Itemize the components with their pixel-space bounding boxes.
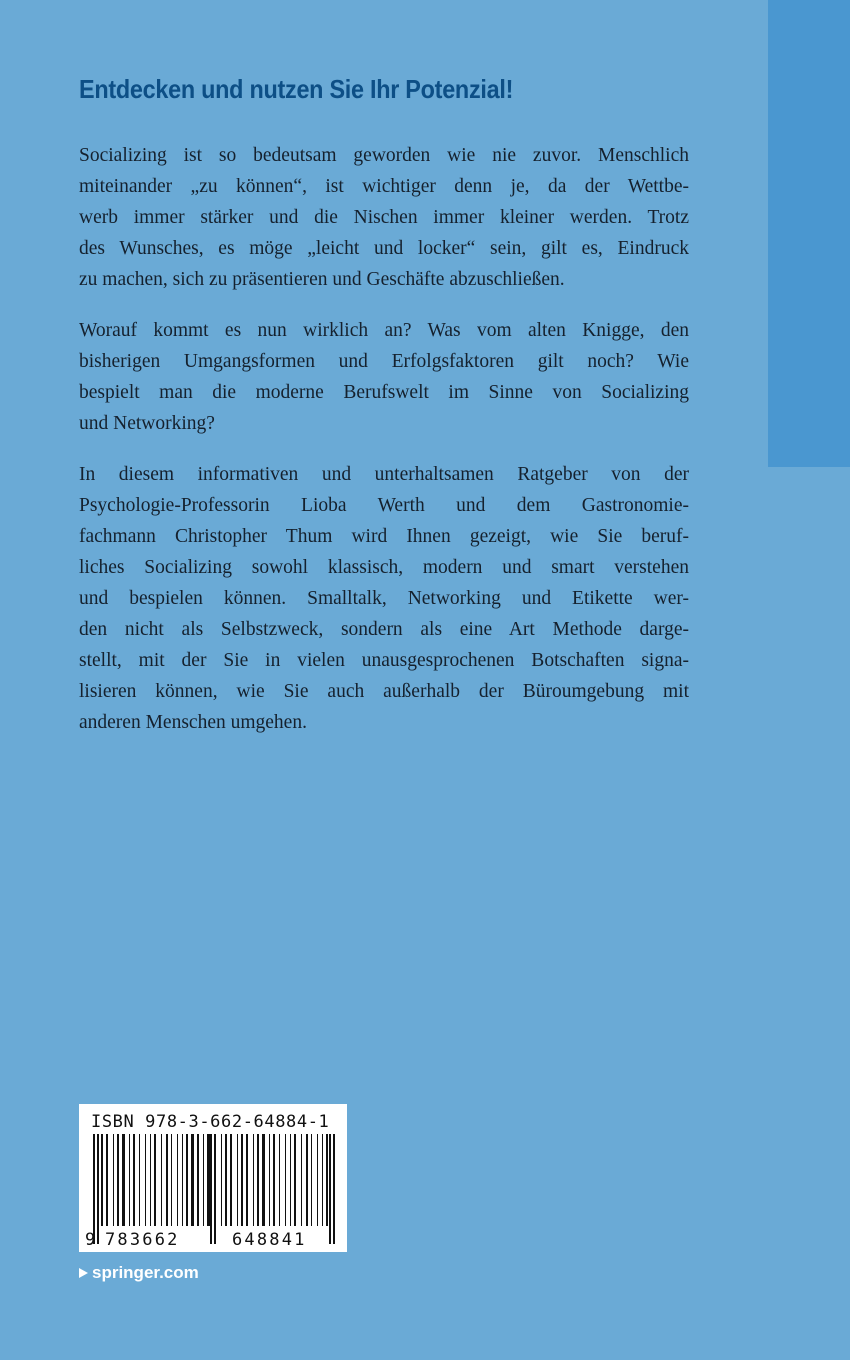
publisher-link[interactable] [79,1263,199,1283]
text-line: zu machen, sich zu präsentieren und Geschäfte abzuschließen. [79,269,565,290]
paragraph-3 [79,459,689,738]
cover-side-band [768,0,850,467]
ean-right-digits: 648841 [232,1230,307,1250]
publisher-label: springer.com [92,1263,199,1282]
text-line: bespielt man die moderne Berufswelt im Sinne von Socializing [79,382,689,403]
text-line: werb immer stärker und die Nischen immer kleiner werden. Trotz [79,207,689,228]
text-line: anderen Menschen umgehen. [79,712,307,733]
text-line: und bespielen können. Smalltalk, Networking und Etikette wer- [79,588,689,609]
text-line: liches Socializing sowohl klassisch, modern und smart verstehen [79,557,689,578]
text-line: miteinander „zu können“, ist wichtiger denn je, da der Wettbe- [79,176,689,197]
blurb-text [79,140,689,758]
paragraph-1 [79,140,689,295]
text-line: Psychologie-Professorin Lioba Werth und dem Gastronomie- [79,495,689,516]
paragraph-2 [79,315,689,439]
barcode-box [79,1104,347,1252]
text-line: Worauf kommt es nun wirklich an? Was vom alten Knigge, den [79,320,689,341]
isbn-label: ISBN 978-3-662-64884-1 [91,1112,330,1132]
text-line: des Wunsches, es möge „leicht und locker“ sein, gilt es, Eindruck [79,238,689,259]
ean-first-digit: 9 [85,1230,96,1250]
play-triangle-icon [79,1268,88,1278]
text-line: und Networking? [79,413,215,434]
text-line: In diesem informativen und unterhaltsamen Ratgeber von der [79,464,689,485]
ean-left-digits: 783662 [105,1230,180,1250]
text-line: lisieren können, wie Sie auch außerhalb der Büroumgebung mit [79,681,689,702]
text-line: Socializing ist so bedeutsam geworden wie nie zuvor. Menschlich [79,145,689,166]
text-line: den nicht als Selbstzweck, sondern als eine Art Methode darge- [79,619,689,640]
text-line: stellt, mit der Sie in vielen unausgesprochenen Botschaften signa- [79,650,689,671]
text-line: fachmann Christopher Thum wird Ihnen gezeigt, wie Sie beruf- [79,526,689,547]
text-line: bisherigen Umgangsformen und Erfolgsfaktoren gilt noch? Wie [79,351,689,372]
headline: Entdecken und nutzen Sie Ihr Potenzial! [79,74,514,104]
